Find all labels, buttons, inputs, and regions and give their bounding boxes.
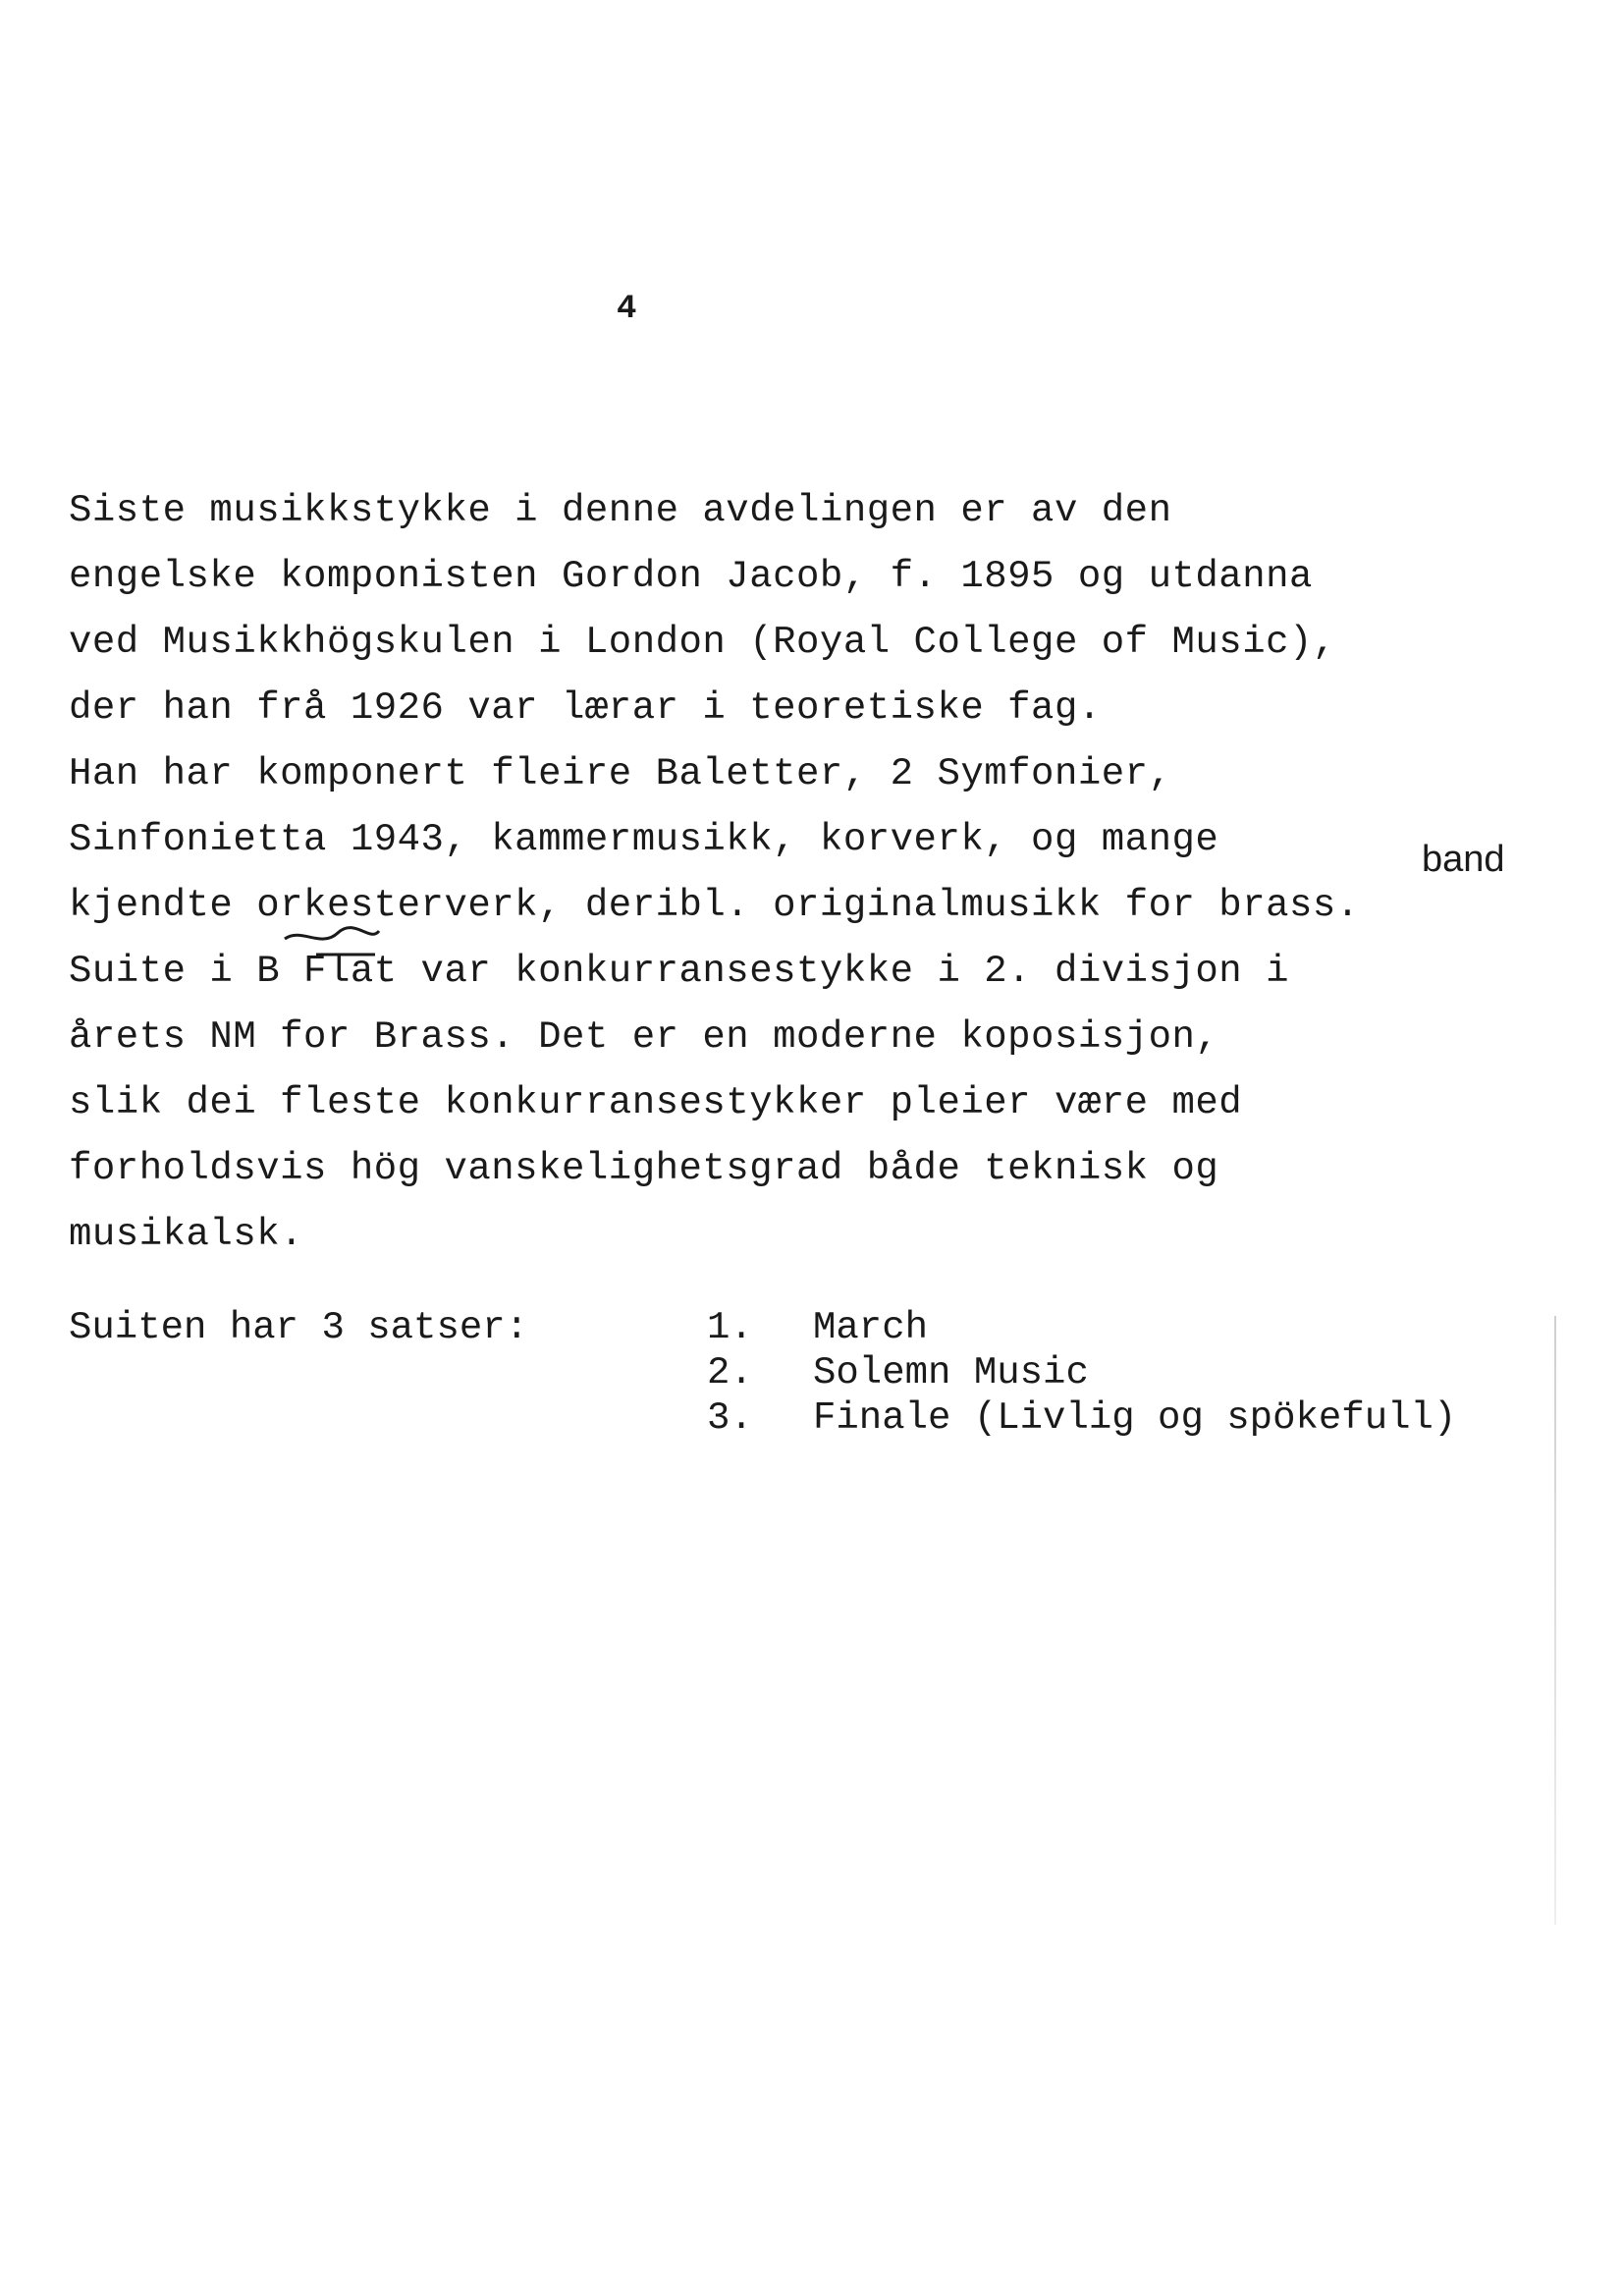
movement-title: Solemn Music — [813, 1351, 1089, 1394]
movement-title: March — [813, 1306, 929, 1349]
paragraph-line: der han frå 1926 var lærar i teoretiske fag. — [69, 686, 1102, 730]
paragraph-line: musikalsk. — [69, 1213, 304, 1256]
page-number: 4 — [617, 291, 637, 328]
movement-title: Finale (Livlig og spökefull) — [813, 1396, 1457, 1440]
scan-edge-shadow — [1554, 1316, 1556, 1925]
movement-number: 1. — [707, 1306, 753, 1349]
movement-number: 3. — [707, 1396, 753, 1440]
paragraph-line: Sinfonietta 1943, kammermusikk, korverk, og mange — [69, 818, 1219, 861]
paragraph-line: årets NM for Brass. Det er en moderne koposisjon, — [69, 1015, 1219, 1059]
movement-number: 2. — [707, 1351, 753, 1394]
paragraph-line: forholdsvis hög vanskelighetsgrad både teknisk og — [69, 1147, 1219, 1190]
paragraph-line: ved Musikkhögskulen i London (Royal College of Music), — [69, 621, 1336, 664]
movements-label: Suiten har 3 satser: — [69, 1306, 529, 1349]
paragraph-line: Han har komponert fleire Baletter, 2 Symfonier, — [69, 752, 1172, 795]
paragraph-line: slik dei fleste konkurransestykker pleier være med — [69, 1081, 1243, 1124]
handwritten-correction-mark — [277, 925, 385, 964]
paragraph-line: Suite i B Flat var konkurransestykke i 2. divisjon i — [69, 950, 1289, 993]
paragraph-line: Siste musikkstykke i denne avdelingen er av den — [69, 489, 1172, 532]
handwritten-insert: band — [1422, 839, 1505, 880]
paragraph-line: kjendte orkesterverk, deribl. originalmusikk for brass. — [69, 884, 1360, 927]
paragraph-line: engelske komponisten Gordon Jacob, f. 1895 og utdanna — [69, 555, 1313, 598]
